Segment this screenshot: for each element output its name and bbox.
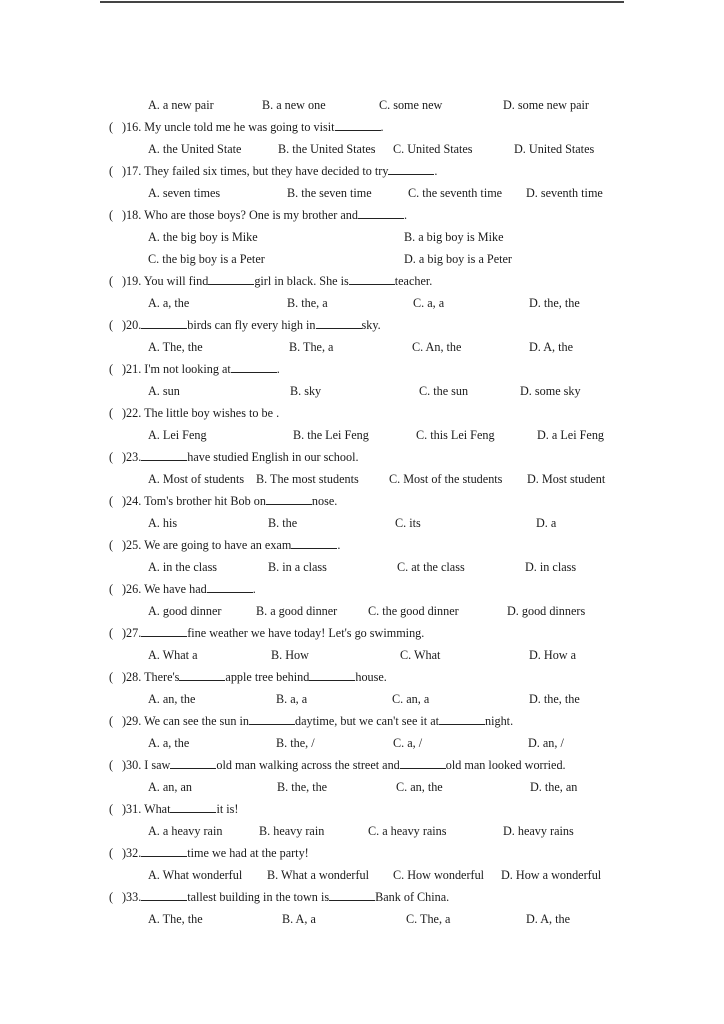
option-b[interactable]: B. the, a <box>287 296 328 310</box>
answer-paren-open: ( <box>109 670 114 684</box>
option-c[interactable]: C. the sun <box>419 384 469 398</box>
answer-slot[interactable]: ) <box>122 164 127 178</box>
stem-text: daytime, but we can't see it at <box>295 714 440 728</box>
option-a[interactable]: A. his <box>148 516 178 530</box>
option-d[interactable]: D. the, the <box>529 296 580 310</box>
option-d[interactable]: D. seventh time <box>526 186 603 200</box>
question-number: 17 <box>126 164 139 178</box>
stem-text: . <box>380 120 384 134</box>
option-a[interactable]: A. an, an <box>148 780 192 794</box>
option-a[interactable]: A. a, the <box>148 296 190 310</box>
question-number: 33 <box>126 890 139 904</box>
question-stem: 30. I saw old man walking across the street and old man looked worried. <box>126 758 566 772</box>
option-c[interactable]: C. at the class <box>397 560 465 574</box>
stem-text: . <box>276 362 280 376</box>
option-d[interactable]: D. good dinners <box>507 604 586 618</box>
answer-slot[interactable]: ) <box>122 846 127 860</box>
fill-blank[interactable] <box>329 889 375 901</box>
question-stem: 24. Tom's brother hit Bob on nose. <box>126 494 338 508</box>
stem-text: tallest building in the town is <box>187 890 330 904</box>
option-b[interactable]: B. in a class <box>268 560 327 574</box>
option-b[interactable]: B. the, the <box>277 780 328 794</box>
stem-text: The little boy wishes to be . <box>144 406 280 420</box>
stem-text: fine weather we have today! Let's go swimming. <box>187 626 425 640</box>
option-b[interactable]: B. a, a <box>276 692 308 706</box>
stem-text: girl in black. She is <box>254 274 349 288</box>
stem-text: nose. <box>311 494 338 508</box>
question-stem: 21. I'm not looking at . <box>126 362 280 376</box>
stem-text: We can see the sun in <box>144 714 250 728</box>
option-b[interactable]: B. the Lei Feng <box>293 428 369 442</box>
option-d[interactable]: D. some new pair <box>503 98 589 112</box>
option-c[interactable]: C. its <box>395 516 421 530</box>
answer-slot[interactable]: ) <box>122 538 127 552</box>
answer-slot[interactable]: ) <box>122 120 127 134</box>
option-b[interactable]: B. How <box>271 648 309 662</box>
fill-blank[interactable] <box>170 801 216 813</box>
stem-text: old man walking across the street and <box>216 758 400 772</box>
stem-text: it is! <box>216 802 239 816</box>
option-c[interactable]: C. What <box>400 648 441 662</box>
question-stem: 20. birds can fly every high in sky. <box>126 318 381 332</box>
option-d[interactable]: D. Most student <box>527 472 606 486</box>
question-number: 28 <box>126 670 139 684</box>
answer-paren-open: ( <box>109 362 114 376</box>
stem-text: . <box>403 208 408 222</box>
answer-slot[interactable]: ) <box>122 208 127 222</box>
fill-blank[interactable] <box>170 757 216 769</box>
question-stem: 18. Who are those boys? One is my brother and . <box>126 208 408 222</box>
question-number: 32 <box>126 846 139 860</box>
question-number: 23 <box>126 450 139 464</box>
answer-slot[interactable]: ) <box>122 802 127 816</box>
answer-slot[interactable]: ) <box>122 670 127 684</box>
fill-blank[interactable] <box>231 361 277 373</box>
option-b[interactable]: B. the seven time <box>287 186 372 200</box>
option-c[interactable]: C. Most of the students <box>389 472 503 486</box>
question-number: 21 <box>126 362 139 376</box>
answer-slot[interactable]: ) <box>122 714 127 728</box>
answer-paren-open: ( <box>109 890 114 904</box>
answer-slot[interactable]: ) <box>122 626 127 640</box>
stem-text: They failed six times, but they have decided to try <box>144 164 389 178</box>
question-stem: 29. We can see the sun in daytime, but we can't see it at night. <box>126 714 514 728</box>
option-a[interactable]: A. Lei Feng <box>148 428 207 442</box>
stem-text: There's <box>144 670 180 684</box>
fill-blank[interactable] <box>388 163 434 175</box>
option-c[interactable]: C. the good dinner <box>368 604 459 618</box>
fill-blank[interactable] <box>316 317 362 329</box>
option-d[interactable]: D. a Lei Feng <box>537 428 605 442</box>
option-d[interactable]: D. a <box>536 516 557 530</box>
option-c[interactable]: C. the big boy is a Peter <box>148 252 265 266</box>
question-number: 31 <box>126 802 139 816</box>
question-stem: 32. time we had at the party! <box>126 846 309 860</box>
answer-paren-open: ( <box>109 802 114 816</box>
stem-text: My uncle told me he was going to visit <box>144 120 335 134</box>
stem-text: sky. <box>361 318 381 332</box>
question-stem: 19. You will find girl in black. She is teacher. <box>126 274 433 288</box>
question-number: 30 <box>126 758 139 772</box>
question-number: 19 <box>126 274 139 288</box>
answer-slot[interactable]: ) <box>122 890 127 904</box>
option-c[interactable]: C. the seventh time <box>408 186 503 200</box>
option-c[interactable]: C. United States <box>393 142 473 156</box>
option-c[interactable]: C. an, the <box>396 780 443 794</box>
fill-blank[interactable] <box>439 713 485 725</box>
answer-paren-open: ( <box>109 582 114 596</box>
option-c[interactable]: C. The, a <box>406 912 451 926</box>
option-a[interactable]: A. The, the <box>148 912 203 926</box>
answer-paren-open: ( <box>109 164 114 178</box>
option-a[interactable]: A. a, the <box>148 736 190 750</box>
option-d[interactable]: D. in class <box>525 560 577 574</box>
option-b[interactable]: B. a big boy is Mike <box>404 230 504 244</box>
question-stem: 33. tallest building in the town is Bank of China. <box>126 890 450 904</box>
option-b[interactable]: B. What a wonderful <box>267 868 369 882</box>
fill-blank[interactable] <box>141 845 187 857</box>
question-stem: 28. There's apple tree behind house. <box>126 670 387 684</box>
question-number: 25 <box>126 538 139 552</box>
question-stem: 17. They failed six times, but they have decided to try . <box>126 164 438 178</box>
option-b[interactable]: B. a good dinner <box>256 604 338 618</box>
option-c[interactable]: C. a, a <box>413 296 445 310</box>
question-number: 26 <box>126 582 139 596</box>
option-d[interactable]: D. a big boy is a Peter <box>404 252 512 266</box>
fill-blank[interactable] <box>207 581 253 593</box>
answer-slot[interactable]: ) <box>122 406 127 420</box>
fill-blank[interactable] <box>266 493 312 505</box>
option-b[interactable]: B. sky <box>290 384 322 398</box>
fill-blank[interactable] <box>208 273 254 285</box>
question-stem: 23. have studied English in our school. <box>126 450 359 464</box>
question-stem: 16. My uncle told me he was going to visit . <box>126 120 384 134</box>
option-d[interactable]: D. A, the <box>529 340 574 354</box>
stem-text: old man looked worried. <box>445 758 566 772</box>
option-b[interactable]: B. the, / <box>276 736 315 750</box>
answer-paren-open: ( <box>109 208 114 222</box>
option-b[interactable]: B. heavy rain <box>259 824 325 838</box>
stem-text: Tom's brother hit Bob on <box>144 494 266 508</box>
fill-blank[interactable] <box>141 889 187 901</box>
answer-paren-open: ( <box>109 538 114 552</box>
answer-slot[interactable]: ) <box>122 582 127 596</box>
option-c[interactable]: C. some new <box>379 98 443 112</box>
answer-slot[interactable]: ) <box>122 494 127 508</box>
stem-text: Who are those boys? One is my brother and <box>144 208 358 222</box>
answer-paren-open: ( <box>109 274 114 288</box>
option-c[interactable]: C. a heavy rains <box>368 824 447 838</box>
stem-text: Bank of China. <box>375 890 450 904</box>
fill-blank[interactable] <box>358 207 404 219</box>
stem-text: I saw <box>144 758 171 772</box>
answer-paren-open: ( <box>109 758 114 772</box>
question-number: 27 <box>126 626 139 640</box>
stem-text: . <box>252 582 256 596</box>
answer-slot[interactable]: ) <box>122 318 127 332</box>
question-stem: 22. The little boy wishes to be . <box>126 406 280 420</box>
question-stem: 26. We have had . <box>126 582 256 596</box>
option-d[interactable]: D. How a wonderful <box>501 868 602 882</box>
fill-blank[interactable] <box>400 757 446 769</box>
question-number: 24 <box>126 494 139 508</box>
answer-paren-open: ( <box>109 494 114 508</box>
answer-paren-open: ( <box>109 846 114 860</box>
answer-paren-open: ( <box>109 406 114 420</box>
stem-text: apple tree behind <box>225 670 310 684</box>
option-d[interactable]: D. A, the <box>526 912 571 926</box>
question-number: 29 <box>126 714 139 728</box>
option-b[interactable]: B. The most students <box>256 472 359 486</box>
question-stem: 25. We are going to have an exam . <box>126 538 341 552</box>
answer-paren-open: ( <box>109 714 114 728</box>
stem-text: What <box>144 802 171 816</box>
fill-blank[interactable] <box>249 713 295 725</box>
stem-text: . <box>337 538 341 552</box>
option-a[interactable]: A. What wonderful <box>148 868 243 882</box>
answer-slot[interactable]: ) <box>122 274 127 288</box>
fill-blank[interactable] <box>349 273 395 285</box>
option-d[interactable]: D. heavy rains <box>503 824 574 838</box>
question-number: 22 <box>126 406 139 420</box>
fill-blank[interactable] <box>141 317 187 329</box>
question-number: 16 <box>126 120 139 134</box>
question-number: 18 <box>126 208 139 222</box>
option-c[interactable]: C. How wonderful <box>393 868 485 882</box>
stem-text: have studied English in our school. <box>187 450 359 464</box>
answer-slot[interactable]: ) <box>122 450 127 464</box>
option-d[interactable]: D. United States <box>514 142 595 156</box>
answer-paren-open: ( <box>109 120 114 134</box>
option-a[interactable]: A. the big boy is Mike <box>148 230 258 244</box>
option-c[interactable]: C. a, / <box>393 736 423 750</box>
fill-blank[interactable] <box>309 669 355 681</box>
option-a[interactable]: A. a new pair <box>148 98 214 112</box>
answer-paren-open: ( <box>109 318 114 332</box>
fill-blank[interactable] <box>141 449 187 461</box>
stem-text: You will find <box>143 274 209 288</box>
option-a[interactable]: A. Most of students <box>148 472 245 486</box>
stem-text: teacher. <box>394 274 433 288</box>
answer-paren-open: ( <box>109 626 114 640</box>
option-b[interactable]: B. A, a <box>282 912 316 926</box>
option-a[interactable]: A. the United State <box>148 142 242 156</box>
top-rule <box>100 1 624 3</box>
stem-text: We are going to have an exam <box>144 538 292 552</box>
answer-paren-open: ( <box>109 450 114 464</box>
stem-text: birds can fly every high in <box>187 318 316 332</box>
fill-blank[interactable] <box>335 119 381 131</box>
stem-text: night. <box>485 714 514 728</box>
question-number: 20 <box>126 318 139 332</box>
option-a[interactable]: A. seven times <box>148 186 221 200</box>
option-b[interactable]: B. the United States <box>278 142 376 156</box>
question-stem: 31. What it is! <box>126 802 239 816</box>
fill-blank[interactable] <box>179 669 225 681</box>
option-c[interactable]: C. this Lei Feng <box>416 428 495 442</box>
option-d[interactable]: D. How a <box>529 648 577 662</box>
option-d[interactable]: D. an, / <box>528 736 564 750</box>
option-c[interactable]: C. An, the <box>412 340 462 354</box>
option-a[interactable]: A. a heavy rain <box>148 824 223 838</box>
answer-slot[interactable]: ) <box>122 362 127 376</box>
option-a[interactable]: A. good dinner <box>148 604 222 618</box>
option-a[interactable]: A. sun <box>148 384 180 398</box>
option-a[interactable]: A. an, the <box>148 692 196 706</box>
option-d[interactable]: D. some sky <box>520 384 581 398</box>
stem-text: time we had at the party! <box>187 846 309 860</box>
fill-blank[interactable] <box>291 537 337 549</box>
option-a[interactable]: A. in the class <box>148 560 218 574</box>
option-a[interactable]: A. The, the <box>148 340 203 354</box>
stem-text: house. <box>355 670 387 684</box>
stem-text: I'm not looking at <box>144 362 231 376</box>
fill-blank[interactable] <box>141 625 187 637</box>
option-d[interactable]: D. the, an <box>530 780 578 794</box>
stem-text: . <box>434 164 438 178</box>
option-b[interactable]: B. The, a <box>289 340 334 354</box>
option-c[interactable]: C. an, a <box>392 692 430 706</box>
question-stem: 27. fine weather we have today! Let's go swimming. <box>126 626 425 640</box>
option-a[interactable]: A. What a <box>148 648 198 662</box>
option-b[interactable]: B. a new one <box>262 98 326 112</box>
answer-slot[interactable]: ) <box>122 758 127 772</box>
option-b[interactable]: B. the <box>268 516 298 530</box>
option-d[interactable]: D. the, the <box>529 692 580 706</box>
stem-text: We have had <box>144 582 207 596</box>
